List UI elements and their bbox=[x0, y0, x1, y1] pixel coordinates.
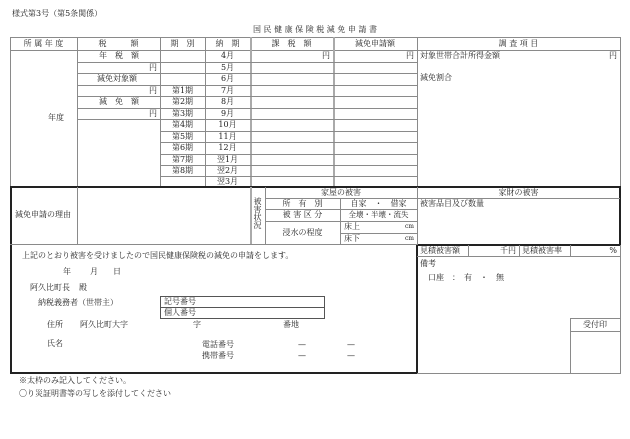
due-month-cell: 5月 bbox=[220, 62, 235, 72]
annual-tax-yen[interactable]: 円 bbox=[149, 62, 157, 72]
household-income-label: 対象世帯合計所得金額 bbox=[420, 51, 500, 60]
due-month-cell: 8月 bbox=[220, 97, 235, 106]
mobile-dash-2[interactable]: — bbox=[347, 351, 355, 360]
application-statement: 上記のとおり被害を受けましたので国民健康保険税の減免の申請をします。 bbox=[22, 251, 294, 260]
reduction-request-field[interactable]: 円 bbox=[406, 51, 414, 60]
header-investigation: 調 査 項 目 bbox=[498, 38, 539, 48]
remarks-label: 備考 bbox=[420, 259, 436, 268]
estimated-damage-field[interactable]: 千円 bbox=[500, 245, 516, 255]
account-line[interactable]: 口座 ： 有 ・ 無 bbox=[428, 273, 504, 282]
due-month-cell: 6月 bbox=[220, 74, 235, 83]
addressee: 阿久比町長 bbox=[30, 283, 70, 292]
annual-tax-label: 年 税 額 bbox=[99, 51, 139, 60]
note-bold-frame: ※太枠のみ記入してください。 bbox=[19, 376, 131, 385]
due-month-cell: 9月 bbox=[220, 108, 235, 118]
form-title: 国 民 健 康 保 険 税 減 免 申 請 書 bbox=[253, 25, 377, 34]
due-month-cell: 12月 bbox=[218, 143, 237, 152]
phone-dash-1[interactable]: — bbox=[298, 340, 306, 349]
note-attach-certificate: 〇り災証明書等の写しを添付してください bbox=[19, 389, 171, 398]
personal-number-label: 個人番号 bbox=[164, 308, 196, 317]
date-day[interactable]: 日 bbox=[113, 267, 121, 276]
property-damage-header: 家財の被害 bbox=[498, 187, 539, 197]
reception-stamp-label: 受付印 bbox=[583, 319, 607, 329]
due-month-cell: 翌1月 bbox=[216, 154, 239, 164]
form-number-label: 様式第3号（第5条関係） bbox=[12, 9, 103, 18]
above-floor-cm[interactable]: cm bbox=[404, 223, 414, 230]
assessed-amount-field[interactable]: 円 bbox=[322, 51, 330, 60]
period-cell: 第8期 bbox=[171, 165, 194, 175]
mobile-label: 携帯番号 bbox=[202, 351, 234, 360]
address-label: 住所 bbox=[47, 320, 63, 329]
household-income-unit[interactable]: 円 bbox=[609, 51, 617, 60]
name-field[interactable] bbox=[70, 337, 190, 351]
address-prefix: 阿久比町大字 bbox=[80, 320, 128, 329]
due-month-cell: 4月 bbox=[220, 51, 235, 60]
fiscal-year-suffix[interactable]: 年度 bbox=[48, 113, 64, 122]
reduction-target-label: 減免対象額 bbox=[97, 74, 137, 83]
period-cell: 第5期 bbox=[171, 131, 194, 141]
damage-rate-field[interactable]: % bbox=[609, 245, 617, 255]
aza-label[interactable]: 字 bbox=[193, 320, 201, 329]
due-month-cell: 翌2月 bbox=[216, 165, 239, 175]
header-fiscal-year: 所 属 年 度 bbox=[23, 38, 64, 48]
phone-label: 電話番号 bbox=[202, 340, 234, 349]
period-cell: 第7期 bbox=[171, 154, 194, 164]
house-damage-header: 家屋の被害 bbox=[321, 187, 361, 197]
header-reduction-request: 減免申請額 bbox=[355, 38, 395, 48]
symbol-number-field[interactable] bbox=[205, 297, 324, 307]
header-period: 期 別 bbox=[170, 38, 195, 48]
due-month-cell: 7月 bbox=[220, 85, 235, 95]
period-cell: 第2期 bbox=[171, 97, 194, 106]
damage-class-options[interactable]: 全壊・半壊・流失 bbox=[348, 210, 409, 220]
flood-level-label: 浸水の程度 bbox=[282, 228, 323, 237]
reduction-reason-label: 減免申請の理由 bbox=[15, 210, 71, 219]
symbol-number-label: 記号番号 bbox=[164, 297, 196, 306]
reduction-target-yen[interactable]: 円 bbox=[149, 85, 157, 95]
ownership-label: 所 有 別 bbox=[282, 198, 323, 208]
name-label: 氏名 bbox=[47, 339, 63, 348]
header-assessed: 課 税 額 bbox=[271, 38, 312, 48]
damaged-items-label: 被害品目及び数量 bbox=[420, 199, 484, 208]
due-month-cell: 11月 bbox=[218, 131, 237, 141]
date-year[interactable]: 年 bbox=[63, 267, 71, 276]
damage-class-label: 被 害 区 分 bbox=[282, 210, 323, 219]
reduction-amount-yen[interactable]: 円 bbox=[149, 108, 157, 118]
below-floor-label: 床下 bbox=[344, 234, 360, 243]
date-month[interactable]: 月 bbox=[90, 267, 98, 276]
period-cell: 第4期 bbox=[171, 120, 194, 129]
taxpayer-label: 納税義務者（世帯主） bbox=[38, 298, 118, 307]
period-cell: 第6期 bbox=[171, 143, 194, 152]
above-floor-label: 床上 bbox=[344, 222, 360, 231]
reduction-reason-field[interactable] bbox=[78, 188, 249, 244]
header-tax-amount: 税 額 bbox=[98, 38, 139, 48]
honorific: 殿 bbox=[79, 283, 87, 292]
due-month-cell: 翌3月 bbox=[216, 176, 239, 186]
period-cell: 第3期 bbox=[171, 108, 194, 118]
damage-rate-label: 見積被害率 bbox=[522, 245, 562, 255]
personal-number-field[interactable] bbox=[205, 308, 324, 318]
damage-status-label: 被害状況 bbox=[253, 197, 262, 229]
reduction-ratio-label: 減免割合 bbox=[420, 73, 452, 82]
banchi-label[interactable]: 番地 bbox=[283, 320, 299, 329]
due-month-cell: 10月 bbox=[218, 120, 237, 129]
ownership-options[interactable]: 自家 ・ 借家 bbox=[350, 198, 407, 208]
below-floor-cm[interactable]: cm bbox=[404, 235, 414, 242]
reduction-amount-label: 減 免 額 bbox=[99, 97, 139, 106]
estimated-damage-label: 見積被害額 bbox=[420, 245, 460, 255]
phone-dash-2[interactable]: — bbox=[347, 340, 355, 349]
header-due: 納 期 bbox=[215, 38, 240, 48]
period-cell: 第1期 bbox=[171, 85, 194, 95]
mobile-dash-1[interactable]: — bbox=[298, 351, 306, 360]
